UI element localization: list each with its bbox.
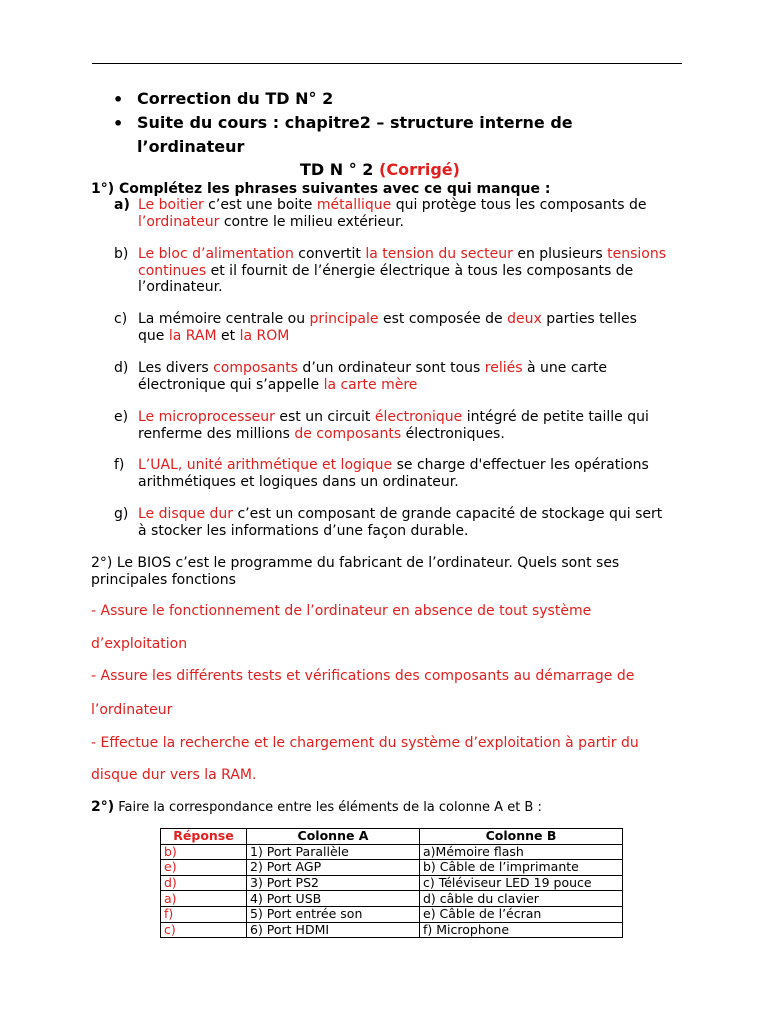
sentence-text: électronique qui s’appelle: [138, 376, 324, 393]
header-reponse: Réponse: [161, 829, 247, 845]
bullet-correction: Correction du TD N° 2: [137, 89, 334, 108]
sentence-text: c’est une boite: [203, 197, 317, 213]
title-text: TD N ° 2: [300, 160, 374, 179]
sentence-text: arithmétiques et logiques dans un ordinateur.: [138, 473, 459, 490]
sentence-text: et: [216, 327, 240, 344]
table-row: [161, 906, 623, 922]
sentence-text: convertit: [293, 246, 366, 262]
answer-text: Le disque dur: [138, 506, 234, 522]
bullet-dot: •: [113, 90, 124, 109]
sentence-text: que: [138, 327, 169, 344]
item-label: b): [114, 246, 129, 262]
sentence-text: Les divers: [138, 360, 214, 376]
cell-colonne-a: 2) Port AGP: [247, 860, 420, 876]
bullet-dot: •: [113, 114, 124, 133]
sentence-text: renferme des millions: [138, 425, 295, 442]
sentence-text: à une carte: [522, 360, 607, 376]
cell-reponse: f): [161, 906, 247, 922]
answer-text: principale: [309, 311, 379, 327]
sentence-text: à stocker les informations d’une façon durable.: [138, 522, 469, 539]
page-title: [300, 160, 460, 179]
item-label: c): [114, 311, 128, 327]
cell-colonne-a: 1) Port Parallèle: [247, 844, 420, 860]
bullet-suite-cont: l’ordinateur: [137, 137, 245, 156]
sentence-text: c’est un composant de grande capacité de stockage qui sert: [233, 506, 663, 522]
answer-text: Le bloc d’alimentation: [138, 246, 294, 262]
answer-text: reliés: [484, 360, 523, 376]
sentence-text: est un circuit: [274, 409, 375, 425]
q2-answer-line: - Assure les différents tests et vérifications des composants au démarrage de: [91, 668, 635, 684]
sentence-text: l’ordinateur.: [138, 279, 223, 295]
cell-colonne-b: c) Téléviseur LED 19 pouce: [420, 875, 623, 891]
cell-reponse: d): [161, 875, 247, 891]
answer-text: de composants: [294, 425, 402, 442]
cell-reponse: e): [161, 860, 247, 876]
cell-colonne-b: e) Câble de l’écran: [420, 906, 623, 922]
q2-answer-line: l’ordinateur: [91, 702, 173, 718]
sentence-text: et il fournit de l’énergie électrique à tous les composants de: [206, 262, 634, 279]
table-row: [161, 891, 623, 907]
sentence-text: électroniques.: [401, 425, 505, 442]
cell-colonne-a: 6) Port HDMI: [247, 922, 420, 938]
sentence-text: en plusieurs: [512, 246, 608, 262]
cell-colonne-a: 3) Port PS2: [247, 875, 420, 891]
answer-text: deux: [507, 311, 542, 327]
question-text: Faire la correspondance entre les éléments de la colonne A et B :: [114, 800, 542, 815]
question-line: principales fonctions: [91, 571, 236, 588]
answer-text: la carte mère: [323, 376, 418, 393]
table-row: [161, 860, 623, 876]
item-label: e): [114, 409, 129, 425]
item-label: a): [114, 197, 130, 213]
bullet-suite: Suite du cours : chapitre2 – structure interne de: [137, 113, 573, 132]
answer-text: Le boitier: [138, 197, 204, 213]
answer-text: L’UAL, unité arithmétique et logique: [138, 457, 393, 473]
sentence-text: contre le milieu extérieur.: [219, 213, 404, 230]
sentence-text: parties telles: [541, 311, 637, 327]
header-colonne-b: Colonne B: [420, 829, 623, 845]
table-header-row: [161, 829, 623, 845]
answer-text: la ROM: [239, 327, 290, 344]
answer-text: Le microprocesseur: [138, 409, 275, 425]
cell-colonne-b: f) Microphone: [420, 922, 623, 938]
item-label: d): [114, 360, 129, 376]
item-label: g): [114, 506, 129, 522]
cell-reponse: b): [161, 844, 247, 860]
q2-answer-line: disque dur vers la RAM.: [91, 767, 257, 783]
answer-text: métallique: [316, 197, 392, 213]
cell-colonne-a: 4) Port USB: [247, 891, 420, 907]
cell-colonne-b: d) câble du clavier: [420, 891, 623, 907]
sentence-text: d’un ordinateur sont tous: [297, 360, 485, 376]
cell-colonne-b: a)Mémoire flash: [420, 844, 623, 860]
answer-text: composants: [213, 360, 298, 376]
sentence-text: intégré de petite taille qui: [462, 409, 649, 425]
cell-reponse: a): [161, 891, 247, 907]
sentence-text: se charge d'effectuer les opérations: [392, 457, 649, 473]
answer-text: tensions: [607, 246, 667, 262]
sentence-text: est composée de: [378, 311, 508, 327]
question-line: 2°) Le BIOS c’est le programme du fabricant de l’ordinateur. Quels sont ses: [91, 555, 620, 571]
correspondance-table: [160, 828, 623, 938]
header-colonne-a: Colonne A: [247, 829, 420, 845]
q3-question: [91, 799, 691, 817]
answer-text: continues: [138, 262, 207, 279]
sentence-text: La mémoire centrale ou: [138, 311, 310, 327]
q2-answer-line: - Assure le fonctionnement de l’ordinateur en absence de tout système: [91, 603, 592, 619]
q2-answer-line: d’exploitation: [91, 636, 188, 652]
table-row: [161, 875, 623, 891]
q1-heading: 1°) Complétez les phrases suivantes avec ce qui manque :: [91, 181, 551, 197]
table-row: [161, 922, 623, 938]
sentence-text: qui protège tous les composants de: [391, 197, 647, 213]
q2-question: [91, 555, 691, 588]
answer-text: électronique: [374, 409, 463, 425]
title-corrige: (Corrigé): [379, 160, 460, 179]
cell-colonne-b: b) Câble de l’imprimante: [420, 860, 623, 876]
q2-answer-line: - Effectue la recherche et le chargement du système d’exploitation à partir du: [91, 735, 639, 751]
cell-colonne-a: 5) Port entrée son: [247, 906, 420, 922]
answer-text: la tension du secteur: [365, 246, 513, 262]
answer-text: l’ordinateur: [138, 213, 220, 230]
item-label: f): [114, 457, 125, 473]
question-number: 2°): [91, 799, 115, 815]
answer-text: la RAM: [168, 327, 217, 344]
top-rule: [92, 63, 682, 64]
cell-reponse: c): [161, 922, 247, 938]
table-row: [161, 844, 623, 860]
